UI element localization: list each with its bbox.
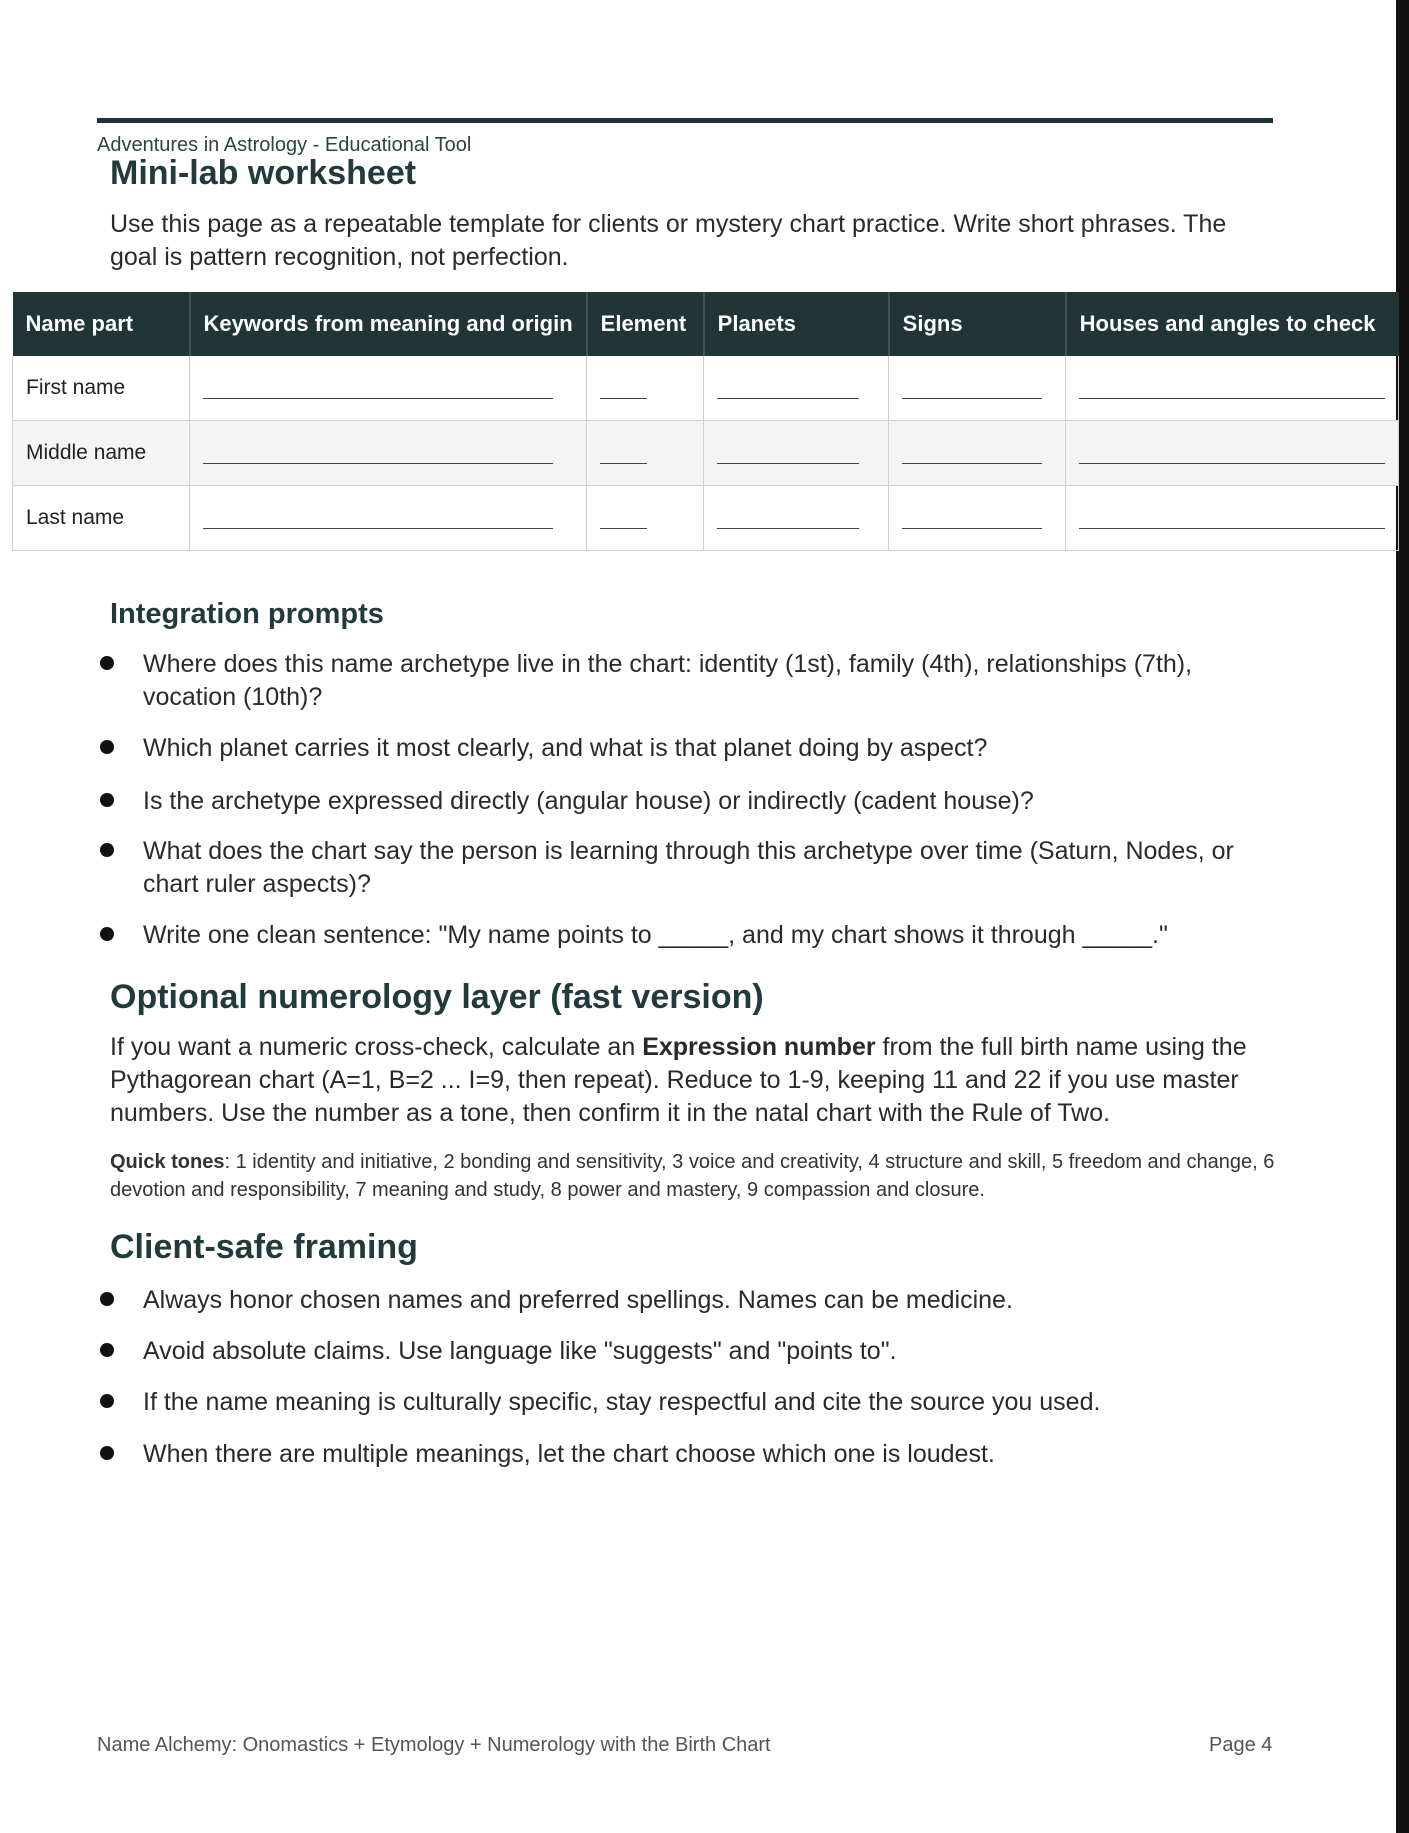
keywords-blank[interactable] (190, 421, 587, 486)
row-label-last-name: Last name (13, 486, 190, 551)
document-header: Adventures in Astrology - Educational Tool (97, 134, 472, 156)
column-header-element: Element (587, 292, 704, 356)
list-item: Always honor chosen names and preferred spellings. Names can be medicine. (0, 1284, 1280, 1317)
integration-heading: Integration prompts (110, 598, 384, 630)
page-edge-border (1396, 0, 1409, 1833)
houses-blank[interactable] (1066, 421, 1399, 486)
table-row (13, 421, 1399, 486)
intro-paragraph: Use this page as a repeatable template for clients or mystery chart practice. Write short phrases. The goal is pattern recognition, not perfection. (110, 210, 1227, 271)
list-item: Avoid absolute claims. Use language like "suggests" and "points to". (0, 1335, 1280, 1368)
bullet-icon (100, 1446, 114, 1460)
bullet-icon (100, 656, 114, 670)
table-row (13, 486, 1399, 551)
list-item: Is the archetype expressed directly (angular house) or indirectly (cadent house)? (0, 785, 1280, 818)
element-blank[interactable] (587, 356, 704, 421)
list-item: If the name meaning is culturally specific, stay respectful and cite the source you used. (0, 1386, 1280, 1419)
numerology-heading: Optional numerology layer (fast version) (110, 978, 764, 1016)
row-label-middle-name: Middle name (13, 421, 190, 486)
element-blank[interactable] (587, 486, 704, 551)
client-safe-heading: Client-safe framing (110, 1228, 418, 1266)
column-header-keywords: Keywords from meaning and origin (190, 292, 587, 356)
bullet-icon (100, 1394, 114, 1408)
element-blank[interactable] (587, 421, 704, 486)
planets-blank[interactable] (704, 421, 889, 486)
signs-blank[interactable] (889, 421, 1066, 486)
list-item: Where does this name archetype live in the chart: identity (1st), family (4th), relationships (7th), vocation (10th)? (0, 648, 1280, 714)
keywords-blank[interactable] (190, 356, 587, 421)
column-header-houses: Houses and angles to check (1066, 292, 1399, 356)
column-header-signs: Signs (889, 292, 1066, 356)
signs-blank[interactable] (889, 356, 1066, 421)
list-item: Which planet carries it most clearly, and what is that planet doing by aspect? (0, 732, 1280, 765)
column-header-name-part: Name part (13, 292, 190, 356)
list-item: When there are multiple meanings, let the chart choose which one is loudest. (0, 1438, 1280, 1471)
page-number: Page 4 (1209, 1734, 1273, 1756)
planets-blank[interactable] (704, 356, 889, 421)
list-item: What does the chart say the person is learning through this archetype over time (Saturn, Nodes, or chart ruler aspects)? (0, 835, 1280, 901)
column-header-planets: Planets (704, 292, 889, 356)
bullet-icon (100, 1292, 114, 1306)
list-item: Write one clean sentence: "My name points to _____, and my chart shows it through _____." (0, 919, 1280, 952)
integration-list (0, 648, 1280, 952)
table-header-row (13, 292, 1399, 356)
table-row (13, 356, 1399, 421)
bullet-icon (100, 843, 114, 857)
header-rule (97, 118, 1273, 123)
houses-blank[interactable] (1066, 486, 1399, 551)
page-title: Mini-lab worksheet (110, 154, 417, 192)
quick-tones-label: Quick tones (110, 1151, 225, 1173)
planets-blank[interactable] (704, 486, 889, 551)
client-safe-list (0, 1284, 1280, 1471)
numerology-paragraph: If you want a numeric cross-check, calculate an Expression number from the full birth name using the Pythagorean chart (A=1, B=2 ... I=9, then repeat). Reduce to 1-9, keeping 11 and 22 if you use master numbers. Use the number as a tone, then confirm it in the natal chart with the Rule of Two. (110, 1033, 1247, 1127)
bullet-icon (100, 927, 114, 941)
footer-title: Name Alchemy: Onomastics + Etymology + Numerology with the Birth Chart (97, 1734, 771, 1756)
keywords-blank[interactable] (190, 486, 587, 551)
quick-tones-note: Quick tones: 1 identity and initiative, 2 bonding and sensitivity, 3 voice and creativity, 4 structure and skill, 5 freedom and change, 6 devotion and responsibility, 7 meaning and study, 8 power and mastery, 9 compassion and closure. (110, 1151, 1275, 1201)
worksheet-table (12, 292, 1399, 551)
bullet-icon (100, 793, 114, 807)
expression-number-term: Expression number (642, 1033, 876, 1061)
bullet-icon (100, 740, 114, 754)
row-label-first-name: First name (13, 356, 190, 421)
houses-blank[interactable] (1066, 356, 1399, 421)
bullet-icon (100, 1343, 114, 1357)
signs-blank[interactable] (889, 486, 1066, 551)
